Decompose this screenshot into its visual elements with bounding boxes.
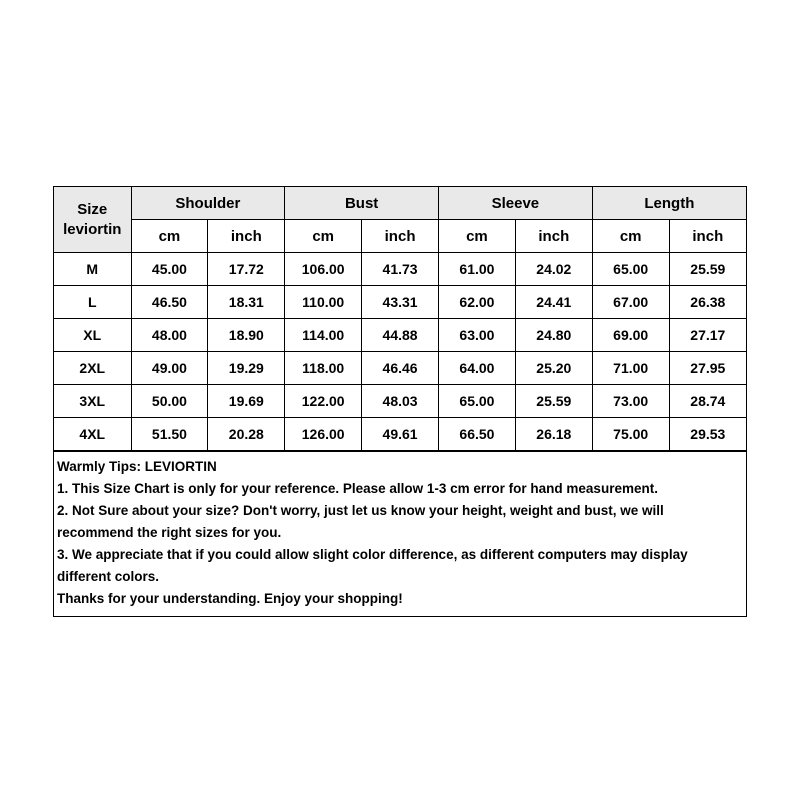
- table-cell: 65.00: [439, 385, 516, 418]
- table-cell: 51.50: [131, 418, 208, 451]
- tips-line: 2. Not Sure about your size? Don't worry, just let us know your height, weight and bust, we will recommend the right sizes for you.: [57, 503, 664, 540]
- table-cell: 73.00: [592, 385, 669, 418]
- unit-header: inch: [515, 220, 592, 253]
- table-cell: 118.00: [285, 352, 362, 385]
- unit-header: cm: [439, 220, 516, 253]
- table-cell: 44.88: [362, 319, 439, 352]
- table-cell: 106.00: [285, 253, 362, 286]
- table-cell: 27.17: [669, 319, 746, 352]
- unit-header-row: [54, 220, 746, 253]
- table-cell: 28.74: [669, 385, 746, 418]
- table-cell: 110.00: [285, 286, 362, 319]
- table-cell: 64.00: [439, 352, 516, 385]
- table-cell: 46.50: [131, 286, 208, 319]
- table-cell: 75.00: [592, 418, 669, 451]
- table-cell: 43.31: [362, 286, 439, 319]
- table-cell: 49.61: [362, 418, 439, 451]
- table-cell: 65.00: [592, 253, 669, 286]
- table-cell: 67.00: [592, 286, 669, 319]
- size-cell: 2XL: [54, 352, 131, 385]
- table-cell: 45.00: [131, 253, 208, 286]
- tips-closing: Thanks for your understanding. Enjoy your shopping!: [57, 591, 403, 606]
- group-header-sleeve: Sleeve: [439, 187, 593, 220]
- table-row: [54, 286, 746, 319]
- size-cell: 3XL: [54, 385, 131, 418]
- table-cell: 49.00: [131, 352, 208, 385]
- tips-line: 1. This Size Chart is only for your reference. Please allow 1-3 cm error for hand measurement.: [57, 481, 658, 496]
- table-cell: 18.31: [208, 286, 285, 319]
- table-cell: 66.50: [439, 418, 516, 451]
- table-cell: 46.46: [362, 352, 439, 385]
- table-cell: 61.00: [439, 253, 516, 286]
- size-cell: 4XL: [54, 418, 131, 451]
- size-chart: [53, 186, 747, 617]
- table-cell: 18.90: [208, 319, 285, 352]
- table-cell: 48.03: [362, 385, 439, 418]
- table-row: [54, 253, 746, 286]
- size-cell: XL: [54, 319, 131, 352]
- unit-header: cm: [131, 220, 208, 253]
- unit-header: inch: [669, 220, 746, 253]
- table-cell: 126.00: [285, 418, 362, 451]
- tips-section: [54, 451, 746, 616]
- tips-line: 3. We appreciate that if you could allow slight color difference, as different computers may display different colors.: [57, 547, 688, 584]
- table-cell: 27.95: [669, 352, 746, 385]
- group-header-bust: Bust: [285, 187, 439, 220]
- brand-header-label: leviortin: [63, 220, 122, 238]
- table-cell: 29.53: [669, 418, 746, 451]
- table-cell: 19.69: [208, 385, 285, 418]
- table-cell: 24.41: [515, 286, 592, 319]
- table-cell: 25.59: [669, 253, 746, 286]
- table-cell: 63.00: [439, 319, 516, 352]
- unit-header: cm: [285, 220, 362, 253]
- table-cell: 26.18: [515, 418, 592, 451]
- table-cell: 62.00: [439, 286, 516, 319]
- table-row: [54, 385, 746, 418]
- table-cell: 26.38: [669, 286, 746, 319]
- table-cell: 41.73: [362, 253, 439, 286]
- group-header-row: [54, 187, 746, 220]
- table-cell: 24.02: [515, 253, 592, 286]
- table-cell: 17.72: [208, 253, 285, 286]
- table-cell: 114.00: [285, 319, 362, 352]
- size-cell: L: [54, 286, 131, 319]
- unit-header: inch: [362, 220, 439, 253]
- table-cell: 24.80: [515, 319, 592, 352]
- table-cell: 20.28: [208, 418, 285, 451]
- table-cell: 25.59: [515, 385, 592, 418]
- table-row: [54, 319, 746, 352]
- size-column-header: [54, 187, 131, 253]
- table-cell: 50.00: [131, 385, 208, 418]
- table-cell: 122.00: [285, 385, 362, 418]
- size-table: [54, 187, 746, 451]
- unit-header: cm: [592, 220, 669, 253]
- size-header-label: Size: [77, 200, 108, 218]
- table-row: [54, 352, 746, 385]
- table-cell: 19.29: [208, 352, 285, 385]
- group-header-length: Length: [592, 187, 746, 220]
- size-cell: M: [54, 253, 131, 286]
- group-header-shoulder: Shoulder: [131, 187, 285, 220]
- table-cell: 69.00: [592, 319, 669, 352]
- table-cell: 48.00: [131, 319, 208, 352]
- table-cell: 25.20: [515, 352, 592, 385]
- table-cell: 71.00: [592, 352, 669, 385]
- unit-header: inch: [208, 220, 285, 253]
- tips-title: Warmly Tips: LEVIORTIN: [57, 459, 217, 474]
- table-row: [54, 418, 746, 451]
